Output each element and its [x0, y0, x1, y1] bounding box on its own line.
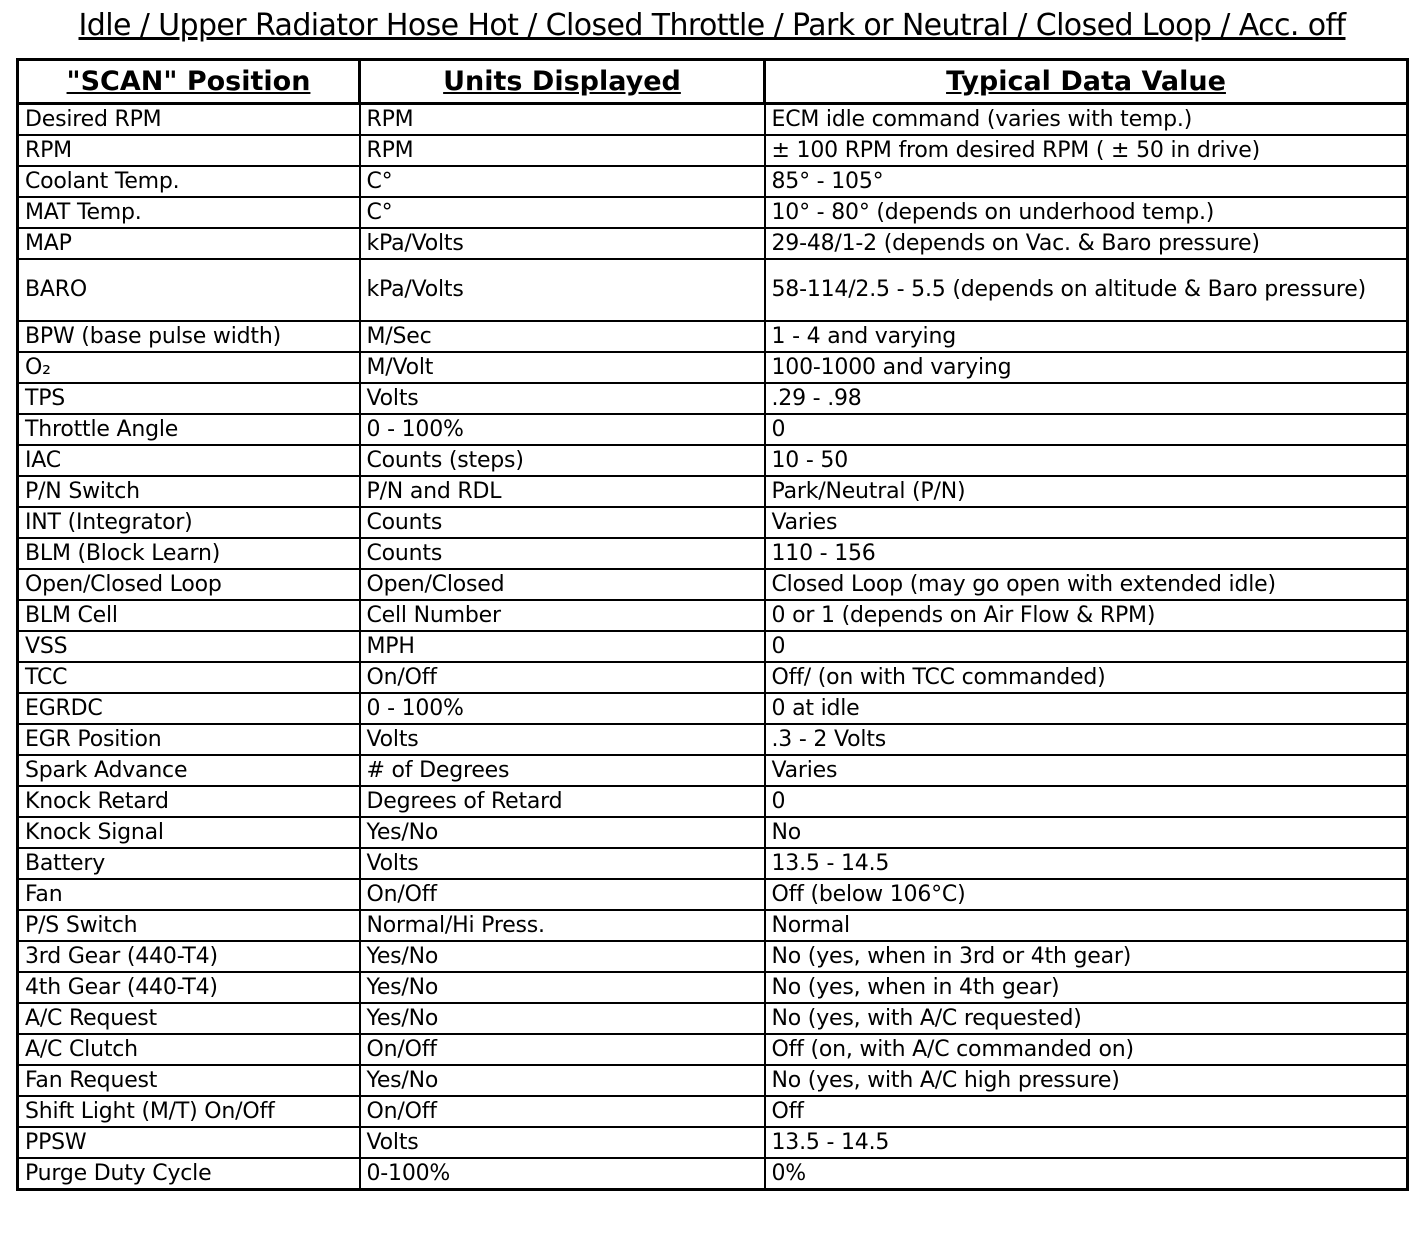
- cell-units: Cell Number: [360, 600, 765, 631]
- cell-scan-position: Spark Advance: [18, 755, 360, 786]
- cell-typical-value: 110 - 156: [765, 538, 1408, 569]
- cell-typical-value: 10 - 50: [765, 445, 1408, 476]
- cell-scan-position: P/N Switch: [18, 476, 360, 507]
- cell-typical-value: No (yes, with A/C high pressure): [765, 1065, 1408, 1096]
- table-row: [18, 569, 1408, 600]
- header-typical-data-value: Typical Data Value: [765, 60, 1408, 104]
- cell-scan-position: INT (Integrator): [18, 507, 360, 538]
- cell-units: Yes/No: [360, 1065, 765, 1096]
- table-row: [18, 724, 1408, 755]
- cell-typical-value: Off/ (on with TCC commanded): [765, 662, 1408, 693]
- table-row: [18, 662, 1408, 693]
- table-row: [18, 383, 1408, 414]
- cell-typical-value: 0: [765, 414, 1408, 445]
- cell-typical-value: No (yes, when in 4th gear): [765, 972, 1408, 1003]
- cell-typical-value: Closed Loop (may go open with extended idle): [765, 569, 1408, 600]
- cell-typical-value: 13.5 - 14.5: [765, 848, 1408, 879]
- cell-scan-position: Throttle Angle: [18, 414, 360, 445]
- cell-scan-position: Open/Closed Loop: [18, 569, 360, 600]
- cell-typical-value: 0: [765, 786, 1408, 817]
- cell-scan-position: EGR Position: [18, 724, 360, 755]
- cell-units: Counts (steps): [360, 445, 765, 476]
- cell-units: Counts: [360, 507, 765, 538]
- cell-typical-value: ECM idle command (varies with temp.): [765, 104, 1408, 136]
- cell-typical-value: 13.5 - 14.5: [765, 1127, 1408, 1158]
- cell-units: Degrees of Retard: [360, 786, 765, 817]
- cell-scan-position: 4th Gear (440-T4): [18, 972, 360, 1003]
- cell-typical-value: 10° - 80° (depends on underhood temp.): [765, 197, 1408, 228]
- cell-scan-position: Fan: [18, 879, 360, 910]
- cell-scan-position: Purge Duty Cycle: [18, 1158, 360, 1190]
- cell-units: On/Off: [360, 879, 765, 910]
- table-row: [18, 507, 1408, 538]
- table-row: [18, 693, 1408, 724]
- cell-units: # of Degrees: [360, 755, 765, 786]
- table-row: [18, 1158, 1408, 1190]
- cell-units: Open/Closed: [360, 569, 765, 600]
- cell-units: kPa/Volts: [360, 228, 765, 259]
- cell-units: 0 - 100%: [360, 693, 765, 724]
- cell-units: MPH: [360, 631, 765, 662]
- table-row: [18, 352, 1408, 383]
- cell-scan-position: P/S Switch: [18, 910, 360, 941]
- cell-typical-value: 0: [765, 631, 1408, 662]
- table-row: [18, 321, 1408, 352]
- table-row: [18, 817, 1408, 848]
- cell-scan-position: TPS: [18, 383, 360, 414]
- cell-typical-value: Varies: [765, 507, 1408, 538]
- cell-typical-value: .3 - 2 Volts: [765, 724, 1408, 755]
- cell-typical-value: .29 - .98: [765, 383, 1408, 414]
- table-row: [18, 972, 1408, 1003]
- table-row: [18, 228, 1408, 259]
- cell-units: Volts: [360, 383, 765, 414]
- cell-typical-value: Park/Neutral (P/N): [765, 476, 1408, 507]
- cell-units: M/Volt: [360, 352, 765, 383]
- cell-scan-position: Battery: [18, 848, 360, 879]
- cell-scan-position: BPW (base pulse width): [18, 321, 360, 352]
- cell-typical-value: Off (below 106°C): [765, 879, 1408, 910]
- cell-scan-position: Knock Signal: [18, 817, 360, 848]
- table-row: [18, 755, 1408, 786]
- cell-scan-position: MAT Temp.: [18, 197, 360, 228]
- table-row: [18, 166, 1408, 197]
- cell-typical-value: 0 or 1 (depends on Air Flow & RPM): [765, 600, 1408, 631]
- cell-units: P/N and RDL: [360, 476, 765, 507]
- table-row: [18, 1127, 1408, 1158]
- cell-units: On/Off: [360, 662, 765, 693]
- header-units-displayed: Units Displayed: [360, 60, 765, 104]
- table-row: [18, 259, 1408, 321]
- cell-typical-value: No (yes, with A/C requested): [765, 1003, 1408, 1034]
- cell-scan-position: BLM Cell: [18, 600, 360, 631]
- table-row: [18, 910, 1408, 941]
- cell-scan-position: Shift Light (M/T) On/Off: [18, 1096, 360, 1127]
- table-row: [18, 538, 1408, 569]
- cell-typical-value: 0%: [765, 1158, 1408, 1190]
- cell-units: 0 - 100%: [360, 414, 765, 445]
- cell-units: Volts: [360, 1127, 765, 1158]
- cell-typical-value: Off (on, with A/C commanded on): [765, 1034, 1408, 1065]
- scan-data-table: [16, 58, 1409, 1191]
- cell-units: M/Sec: [360, 321, 765, 352]
- cell-units: C°: [360, 197, 765, 228]
- cell-units: 0-100%: [360, 1158, 765, 1190]
- table-row: [18, 476, 1408, 507]
- cell-units: On/Off: [360, 1034, 765, 1065]
- table-row: [18, 414, 1408, 445]
- table-row: [18, 135, 1408, 166]
- cell-typical-value: 100-1000 and varying: [765, 352, 1408, 383]
- table-header-row: [18, 60, 1408, 104]
- cell-units: Yes/No: [360, 1003, 765, 1034]
- cell-scan-position: TCC: [18, 662, 360, 693]
- cell-units: Volts: [360, 724, 765, 755]
- table-row: [18, 1003, 1408, 1034]
- table-row: [18, 848, 1408, 879]
- cell-typical-value: Normal: [765, 910, 1408, 941]
- cell-typical-value: 0 at idle: [765, 693, 1408, 724]
- cell-units: Volts: [360, 848, 765, 879]
- cell-scan-position: MAP: [18, 228, 360, 259]
- cell-units: Normal/Hi Press.: [360, 910, 765, 941]
- cell-units: RPM: [360, 104, 765, 136]
- table-row: [18, 1096, 1408, 1127]
- cell-scan-position: O₂: [18, 352, 360, 383]
- cell-units: Yes/No: [360, 941, 765, 972]
- cell-scan-position: Knock Retard: [18, 786, 360, 817]
- cell-scan-position: Desired RPM: [18, 104, 360, 136]
- cell-scan-position: Fan Request: [18, 1065, 360, 1096]
- cell-units: kPa/Volts: [360, 259, 765, 321]
- cell-scan-position: RPM: [18, 135, 360, 166]
- cell-units: C°: [360, 166, 765, 197]
- cell-units: Yes/No: [360, 972, 765, 1003]
- cell-typical-value: 1 - 4 and varying: [765, 321, 1408, 352]
- cell-scan-position: EGRDC: [18, 693, 360, 724]
- table-row: [18, 600, 1408, 631]
- table-row: [18, 104, 1408, 136]
- table-row: [18, 1034, 1408, 1065]
- table-row: [18, 197, 1408, 228]
- cell-typical-value: 85° - 105°: [765, 166, 1408, 197]
- cell-typical-value: No (yes, when in 3rd or 4th gear): [765, 941, 1408, 972]
- cell-scan-position: Coolant Temp.: [18, 166, 360, 197]
- cell-typical-value: 29-48/1-2 (depends on Vac. & Baro pressure): [765, 228, 1408, 259]
- cell-units: Counts: [360, 538, 765, 569]
- cell-scan-position: A/C Request: [18, 1003, 360, 1034]
- cell-scan-position: IAC: [18, 445, 360, 476]
- cell-scan-position: VSS: [18, 631, 360, 662]
- cell-units: Yes/No: [360, 817, 765, 848]
- page-title: Idle / Upper Radiator Hose Hot / Closed Throttle / Park or Neutral / Closed Loop / Acc. off: [78, 8, 1346, 43]
- header-scan-position: "SCAN" Position: [18, 60, 360, 104]
- cell-units: On/Off: [360, 1096, 765, 1127]
- cell-typical-value: Varies: [765, 755, 1408, 786]
- table-row: [18, 1065, 1408, 1096]
- table-row: [18, 631, 1408, 662]
- table-row: [18, 941, 1408, 972]
- cell-scan-position: 3rd Gear (440-T4): [18, 941, 360, 972]
- cell-scan-position: A/C Clutch: [18, 1034, 360, 1065]
- cell-typical-value: 58-114/2.5 - 5.5 (depends on altitude & Baro pressure): [765, 259, 1408, 321]
- cell-typical-value: No: [765, 817, 1408, 848]
- cell-scan-position: PPSW: [18, 1127, 360, 1158]
- cell-typical-value: ± 100 RPM from desired RPM ( ± 50 in drive): [765, 135, 1408, 166]
- table-row: [18, 879, 1408, 910]
- cell-units: RPM: [360, 135, 765, 166]
- table-row: [18, 786, 1408, 817]
- table-row: [18, 445, 1408, 476]
- cell-typical-value: Off: [765, 1096, 1408, 1127]
- table-body: [18, 104, 1408, 1190]
- cell-scan-position: BARO: [18, 259, 360, 321]
- cell-scan-position: BLM (Block Learn): [18, 538, 360, 569]
